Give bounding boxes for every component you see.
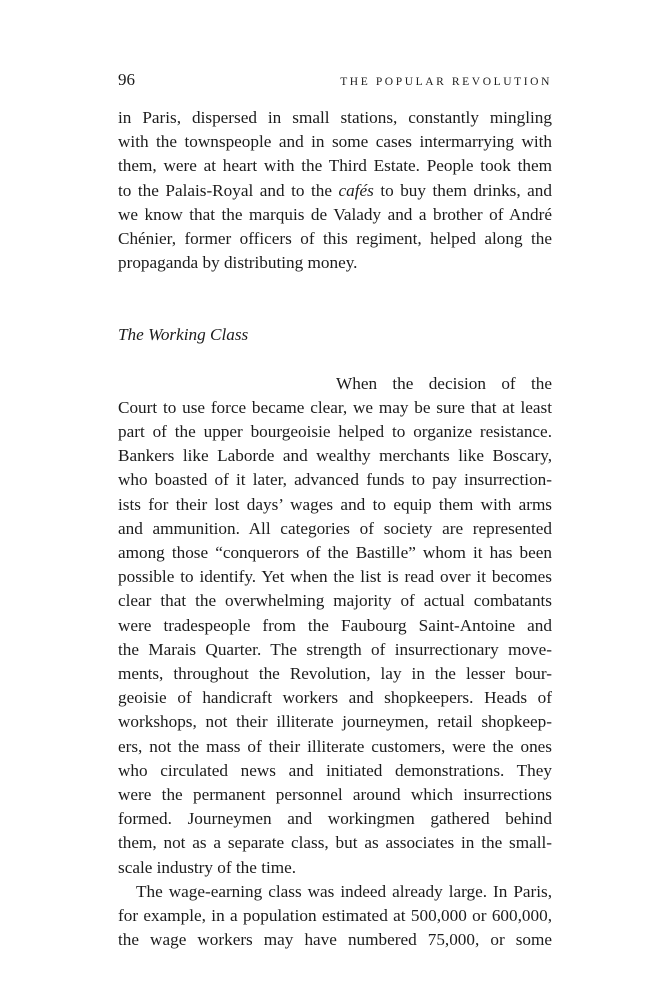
text-line: ers, not the mass of their illiterate customers, were the ones (118, 736, 552, 756)
text-line: and ammunition. All categories of society are represented (118, 518, 552, 538)
paragraph-1 (118, 106, 552, 275)
text-line: part of the upper bourgeoisie helped to organize resistance. (118, 422, 552, 442)
text-line: the wage workers may have numbered 75,000, or some (118, 930, 552, 950)
page-number: 96 (118, 70, 135, 89)
text-line: possible to identify. Yet when the list is read over it becomes (118, 567, 552, 587)
text-line: geoisie of handicraft workers and shopkeepers. Heads of (118, 688, 552, 708)
text-line: Court to use force became clear, we may be sure that at least (118, 397, 552, 417)
text-line: formed. Journeymen and workingmen gathered behind (118, 809, 552, 829)
text-line: clear that the overwhelming majority of actual combatants (118, 591, 552, 611)
running-head (118, 70, 552, 100)
section-paragraph-1 (118, 372, 552, 880)
text-line: with the townspeople and in some cases intermarrying with (118, 132, 552, 152)
running-head-title: THE POPULAR REVOLUTION (340, 76, 552, 88)
text-line-with-italic (118, 179, 552, 203)
text-line: ments, throughout the Revolution, lay in the lesser bour- (118, 664, 552, 684)
section-heading: The Working Class (118, 325, 249, 345)
text-line: for example, in a population estimated at 500,000 or 600,000, (118, 906, 552, 926)
text-line: in Paris, dispersed in small stations, constantly mingling (118, 108, 552, 127)
text-segment: to the Palais-Royal and to the (118, 180, 332, 200)
text-line: who circulated news and initiated demonstrations. They (118, 760, 552, 780)
section-paragraph-2 (118, 880, 552, 953)
text-line: among those “conquerors of the Bastille” whom it has been (118, 543, 552, 563)
body-text (118, 106, 552, 953)
text-line: When the decision of the (336, 373, 552, 393)
text-line: who boasted of it later, advanced funds to pay insurrection- (118, 470, 552, 490)
text-segment: to buy them drinks, and (380, 180, 552, 200)
text-line: the Marais Quarter. The strength of insurrectionary move- (118, 639, 552, 659)
text-line: propaganda by distributing money. (118, 253, 358, 273)
text-line: scale industry of the time. (118, 857, 297, 877)
italic-word: cafés (338, 180, 374, 200)
text-line: we know that the marquis de Valady and a brother of André (118, 204, 552, 224)
text-line: Chénier, former officers of this regiment, helped along the (118, 229, 552, 249)
text-line: were tradespeople from the Faubourg Saint-Antoine and (118, 615, 552, 635)
text-line: them, were at heart with the Third Estate. People took them (118, 156, 552, 176)
text-line: ists for their lost days’ wages and to equip them with arms (118, 494, 552, 514)
text-line: workshops, not their illiterate journeymen, retail shopkeep- (118, 712, 552, 732)
book-page (118, 70, 552, 953)
text-line: Bankers like Laborde and wealthy merchants like Boscary, (118, 446, 552, 466)
text-line: them, not as a separate class, but as associates in the small- (118, 833, 552, 853)
text-line: The wage-earning class was indeed already large. In Paris, (136, 881, 552, 901)
text-line: were the permanent personnel around which insurrections (118, 785, 552, 805)
